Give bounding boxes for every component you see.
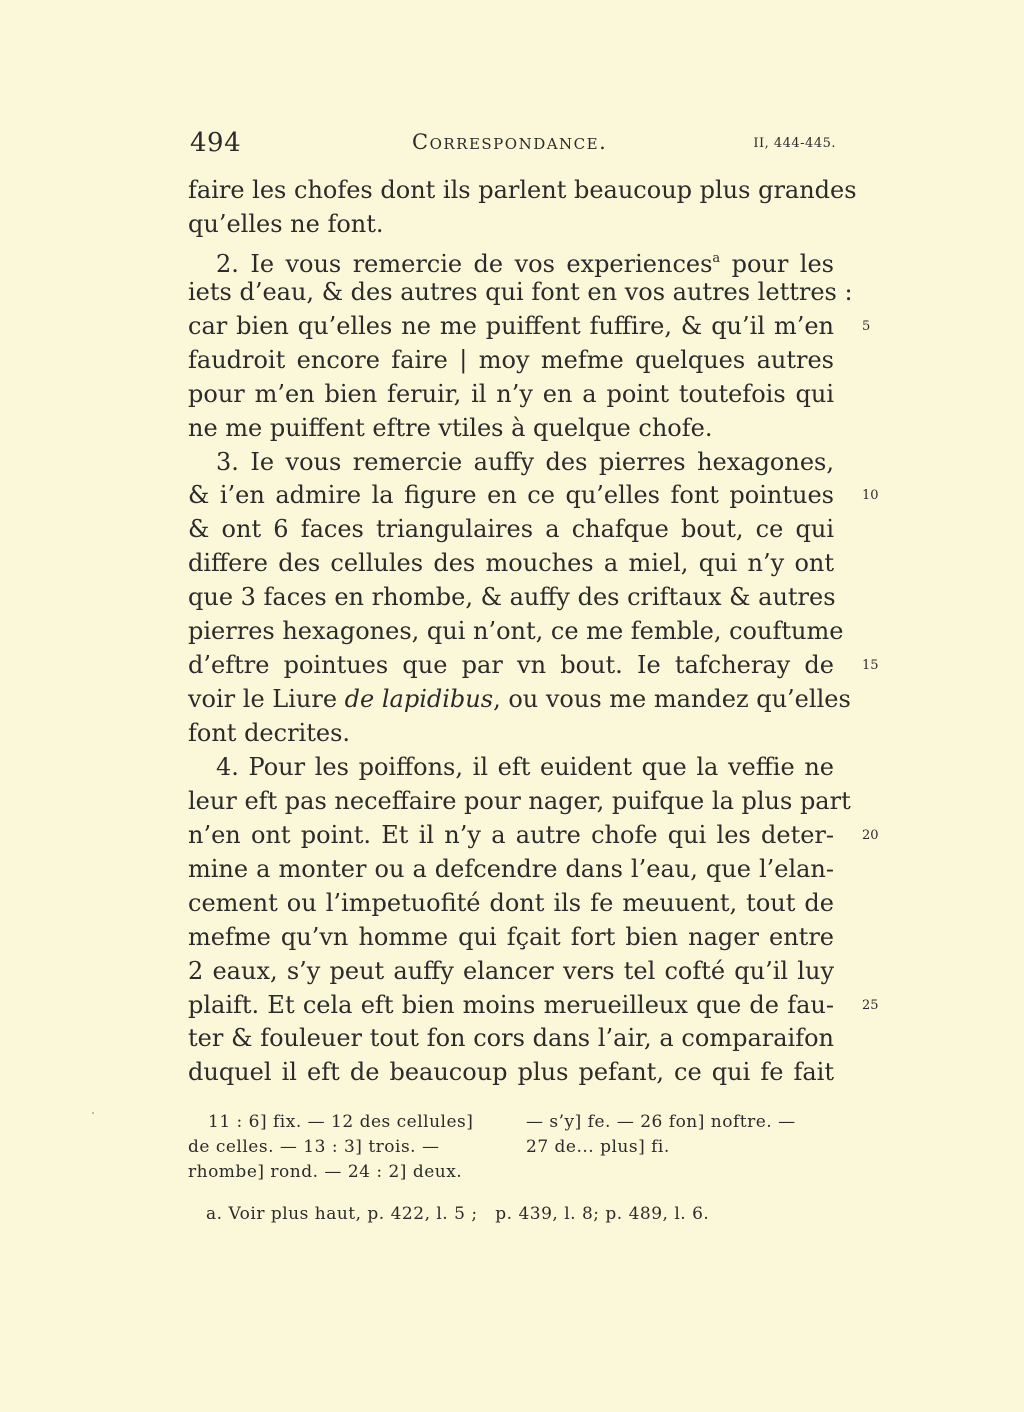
text-line-segment: ne me puiffent eftre vtiles à quelque chofe. [188,413,713,442]
text-line-segment: ter & fouleuer tout fon cors dans l’air, a comparaifon [188,1024,834,1053]
text-line-content [188,1056,834,1090]
line-number: 25 [862,997,879,1013]
text-line [188,649,879,683]
text-line-content [188,887,834,921]
text-line [188,819,879,853]
text-line-segment: & ont 6 faces triangulaires a chafque bout, ce qui [188,515,834,544]
text-line [188,683,851,717]
text-line-segment: cement ou l’impetuofité dont ils fe meuuent, tout de [188,888,834,917]
text-line-content [188,344,834,378]
variant-note-line: 27 de... plus] fi. [526,1137,670,1157]
text-line-content [188,446,834,480]
text-line-content [188,547,834,581]
text-line-content [188,310,834,344]
text-line-content [188,955,834,989]
text-line-segment: faudroit encore faire | moy mefme quelques autres [188,345,834,374]
text-line-segment: 2 eaux, s’y peut auffy elancer vers tel cofté qu’il luy [188,956,834,985]
text-line-content [188,921,834,955]
text-line-segment: , ou vous me mandez qu’elles [493,685,851,714]
text-line-segment: pierres hexagones, qui n’ont, ce me femble, couftume [188,617,844,646]
text-line [188,887,834,921]
text-line [188,1022,834,1056]
text-line [188,276,853,310]
text-line-content [188,683,851,717]
text-line [188,446,834,480]
text-line [188,208,834,242]
text-line-segment: 4. Pour les poiffons, il eft euident que la veffie ne [216,752,834,781]
italic-title: de lapidibus [344,685,494,714]
text-line-segment: plaift. Et cela eft bien moins merueilleux que de fau- [188,990,834,1019]
text-line-segment: pour m’en bien feruir, il n’y en a point toutefois qui [188,379,834,408]
text-line [188,513,834,547]
text-line-segment: font decrites. [188,719,351,747]
line-number: 10 [862,488,879,504]
text-line-content [188,751,834,785]
text-line-content [188,819,834,853]
text-line-segment: qu’elles ne font. [188,209,384,238]
variant-note-line: — s’y] fe. — 26 fon] noftre. — [526,1112,796,1132]
running-title: Correspondance. [412,130,608,154]
text-line-content [188,853,834,887]
text-line-segment: voir le Liure [188,685,345,714]
text-line [188,615,844,649]
text-line-content [188,717,834,751]
text-line-segment: 2. Ie vous remercie de vos experiences [216,249,713,278]
main-text [188,174,879,1090]
text-line-content [188,378,834,412]
page-reference: II, 444-445. [753,136,836,151]
margin-speck [92,1112,94,1114]
text-line [188,344,834,378]
text-line-segment: & i’en admire la figure en ce qu’elles font pointues [188,481,834,510]
text-line-segment: d’eftre pointues que par vn bout. Ie tafcheray de [188,651,834,680]
text-line [188,921,834,955]
text-line-content [188,581,834,615]
line-number: 5 [862,318,871,334]
page-number: 494 [190,128,242,158]
text-line-segment: iets d’eau, & des autres qui font en vos autres lettres : [188,277,853,306]
text-line [188,412,834,446]
text-line-content [188,513,834,547]
text-line-content [188,208,834,242]
text-line-content [188,989,834,1023]
text-line-content [188,649,834,683]
text-line [188,853,834,887]
text-line-segment: pour les [720,249,834,278]
text-line [188,378,834,412]
text-line-segment: car bien qu’elles ne me puiffent fuffire, & qu’il m’en [188,311,834,340]
footnote: a. Voir plus haut, p. 422, l. 5 ; p. 439, l. 8; p. 489, l. 6. [206,1204,710,1224]
text-line [188,717,834,751]
text-line-segment: mine a monter ou a defcendre dans l’eau, que l’elan- [188,854,834,883]
text-line-content [188,785,851,819]
text-line-content [188,276,853,310]
text-line [188,310,871,344]
text-line-segment: 3. Ie vous remercie auffy des pierres hexagones, [216,447,834,476]
variant-note-line: 11 : 6] fix. — 12 des cellules] [208,1112,474,1132]
text-line-segment: mefme qu’vn homme qui fçait fort bien nager entre [188,922,834,951]
text-line-segment: que 3 faces en rhombe, & auffy des criftaux & autres [188,583,836,612]
text-line-content [188,1022,834,1056]
text-line-segment: faire les chofes dont ils parlent beaucoup plus grandes [188,176,857,204]
text-line [188,547,834,581]
variant-note-line: rhombe] rond. — 24 : 2] deux. [188,1162,463,1182]
text-line-segment: leur eft pas neceffaire pour nager, puifque la plus part [188,786,851,815]
line-number: 20 [862,827,879,843]
variant-notes-right-column [526,1110,836,1160]
text-line-segment: differe des cellules des mouches a miel, qui n’y ont [188,549,834,578]
variant-note-line: de celles. — 13 : 3] trois. — [188,1137,440,1157]
line-number: 15 [862,658,879,674]
text-line [188,989,879,1023]
text-line-segment: n’en ont point. Et il n’y a autre chofe qui les deter- [188,820,834,849]
variant-notes-left-column [188,1110,498,1185]
text-line-content [188,174,857,208]
text-line [188,1056,834,1090]
text-line-content [188,412,834,446]
footnote-marker: a [712,250,721,266]
text-line [188,751,834,785]
text-line [188,242,834,276]
text-line [188,174,857,208]
page-header [190,128,836,164]
text-line-content [188,615,844,649]
text-line [188,581,834,615]
text-line-segment: duquel il eft de beaucoup plus pefant, ce qui fe fait [188,1058,834,1087]
text-line [188,785,851,819]
text-line-content [188,479,834,513]
text-line [188,955,834,989]
text-line [188,479,879,513]
